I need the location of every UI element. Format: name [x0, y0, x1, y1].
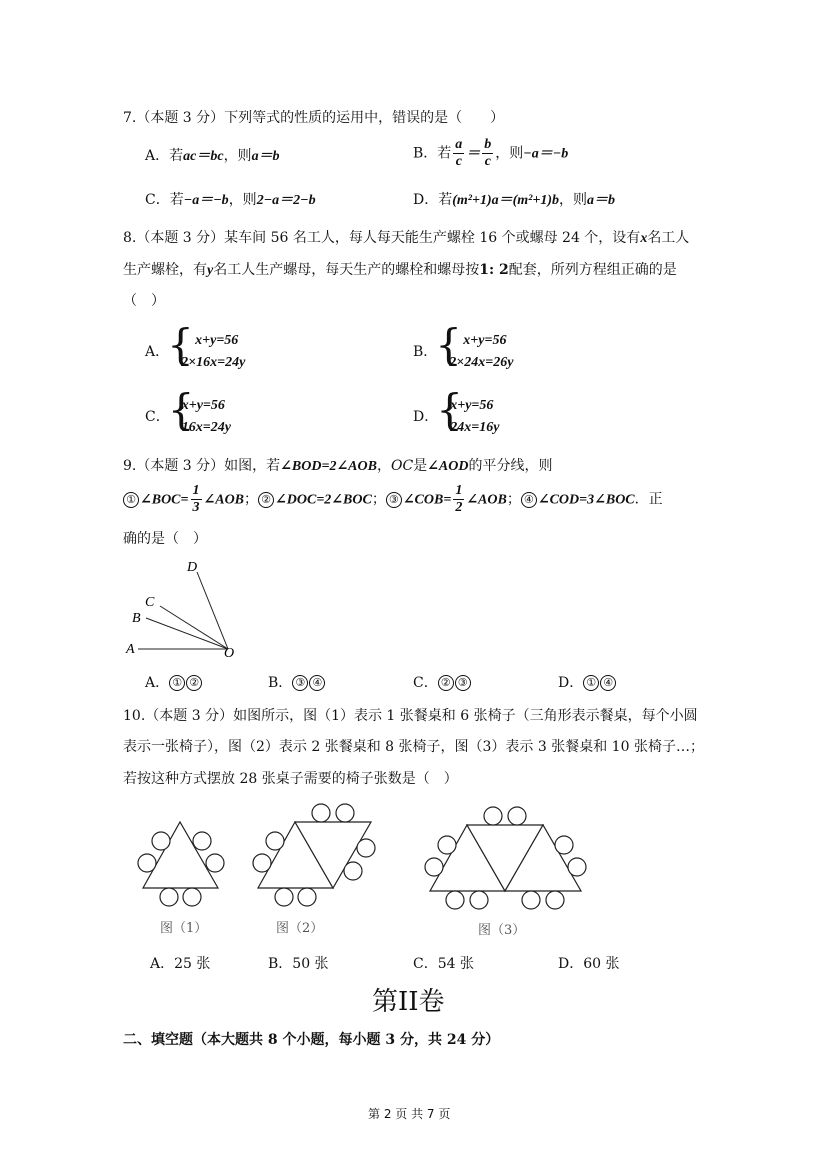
chair	[555, 836, 573, 854]
q9-s3-circ: ③	[386, 492, 402, 508]
chair	[344, 862, 362, 880]
chair	[484, 807, 502, 825]
fig1-arrangement	[138, 822, 224, 906]
fig1-table	[143, 822, 218, 888]
q10-line1: 10.（本题 3 分）如图所示，图（1）表示 1 张餐桌和 6 张椅子（三角形表示餐桌，每个小圆	[123, 708, 698, 724]
ray-od	[197, 572, 228, 649]
q10-fig3-caption: 图（3）	[478, 923, 526, 938]
q9-s4-circ: ④	[521, 492, 537, 508]
q8-c-label: C．	[145, 409, 170, 425]
label-b: B	[132, 611, 141, 626]
q9-s2-circ: ②	[258, 492, 274, 508]
q7-stem: 7.（本题 3 分）下列等式的性质的运用中，错误的是（ ）	[123, 110, 505, 126]
q8-b-system: { x+y=56 2×24x=26y	[437, 330, 513, 374]
q7-option-d[interactable]	[413, 189, 615, 209]
q10-option-c[interactable]: C．54 张	[413, 956, 474, 972]
page-footer: 第 2 页 共 7 页	[368, 1107, 451, 1121]
q8-option-b[interactable]	[413, 330, 513, 374]
label-a: A	[126, 642, 135, 657]
chair	[266, 832, 284, 850]
q8-d-system: { x+y=56 24x=16y	[438, 395, 499, 439]
chair	[183, 888, 201, 906]
q7-option-b[interactable]	[413, 138, 568, 169]
q7-b-frac1: $\frac{a}{c}$	[455, 137, 463, 169]
q7-b-res: −a＝−b	[523, 146, 569, 162]
q8-c-system: { x+y=56 16x=24y	[170, 395, 231, 439]
chair	[206, 854, 224, 872]
q9-cond1: ∠BOD=2∠AOB	[280, 459, 377, 474]
chair	[522, 891, 540, 909]
label-o: O	[224, 646, 235, 661]
q9-option-a[interactable]: A． ① ②	[145, 672, 203, 692]
q8-a-label: A．	[145, 344, 170, 360]
q8-line3: （ ）	[123, 293, 165, 309]
q9-statements: ① ∠BOC= $\frac{1}{3}$ ∠AOB； ② ∠DOC=2∠BOC； ③ ∠COB= $\frac{1}{2}$ ∠AOB； ④ ∠COD=3∠BOC．正	[123, 484, 663, 515]
q8-d-label: D．	[413, 409, 439, 425]
q7-option-c[interactable]	[145, 189, 316, 209]
chair	[508, 807, 526, 825]
q9-s3-frac: $\frac{1}{2}$	[455, 483, 463, 515]
chair	[438, 836, 456, 854]
q10-option-b[interactable]: B．50 张	[268, 956, 329, 972]
section2-heading: 二、填空题（本大题共 8 个小题，每小题 3 分，共 24 分）	[123, 1032, 500, 1048]
q9-aod: ∠AOD	[427, 459, 469, 474]
q8-a-system: { x+y=56 2×16x=24y	[169, 330, 245, 374]
chair	[298, 888, 316, 906]
q9-line1: 9.（本题 3 分）如图，若∠BOD=2∠AOB，OC是∠AOD的平分线，则	[123, 458, 553, 474]
chair	[446, 891, 464, 909]
part2-title: 第II卷	[372, 987, 445, 1017]
chair	[336, 804, 354, 822]
q7-d-res: a＝b	[587, 193, 616, 208]
q7-c-expr: −a＝−b	[183, 193, 229, 208]
q7-a-label: A．若	[145, 148, 184, 164]
chair	[546, 891, 564, 909]
q10-line2: 表示一张椅子），图（2）表示 2 张餐桌和 8 张椅子，图（3）表示 3 张餐桌和 10 张椅子…；	[123, 739, 704, 755]
q10-line3: 若按这种方式摆放 28 张桌子需要的椅子张数是（ ）	[123, 771, 458, 787]
q9-oc: OC	[390, 458, 414, 474]
chair	[470, 891, 488, 909]
q7-a-res: a＝b	[251, 149, 280, 164]
q10-fig2-caption: 图（2）	[276, 921, 324, 936]
q9-option-d[interactable]: D． ① ④	[558, 672, 617, 692]
q7-b-mid: ，则	[495, 145, 524, 162]
q8-var-y: y	[207, 263, 214, 278]
q10-fig1-caption: 图（1）	[160, 921, 208, 936]
q8-line2: 生产螺栓，有y名工人生产螺母，每天生产的螺栓和螺母按1: 2配套，所列方程组正确的是	[123, 262, 677, 278]
chair	[312, 804, 330, 822]
chair	[357, 839, 375, 857]
q7-c-mid: ，则	[228, 192, 257, 208]
q7-c-res: 2−a＝2−b	[256, 193, 316, 208]
q7-d-mid: ，则	[559, 192, 588, 208]
q7-b-frac2: $\frac{b}{c}$	[484, 137, 492, 169]
q8-ratio: 1: 2	[479, 262, 509, 278]
q7-d-expr: (m²+1)a＝(m²+1)b	[452, 193, 560, 208]
q9-s1-circ: ①	[123, 492, 139, 508]
label-c: C	[145, 595, 155, 610]
chair	[253, 854, 271, 872]
q9-option-b[interactable]: B． ③ ④	[268, 672, 326, 692]
q8-line1: 8.（本题 3 分）某车间 56 名工人，每人每天能生产螺栓 16 个或螺母 24 个，设有x名工人	[123, 230, 690, 246]
q8-b-label: B．	[413, 344, 438, 360]
q8-option-d[interactable]	[413, 395, 499, 439]
q8-option-c[interactable]	[145, 395, 231, 439]
q7-option-a[interactable]	[145, 145, 280, 165]
q7-a-expr: ac＝bc	[183, 149, 224, 164]
q10-option-d[interactable]: D．60 张	[558, 956, 620, 972]
q7-c-label: C．若	[145, 192, 184, 208]
q9-line3: 确的是（ ）	[123, 531, 207, 547]
q8-var-x: x	[640, 231, 648, 246]
q8-option-a[interactable]	[145, 330, 245, 374]
q7-a-mid: ，则	[223, 148, 252, 164]
chair	[425, 858, 443, 876]
chair	[193, 832, 211, 850]
chair	[275, 888, 293, 906]
q9-option-c[interactable]: C． ② ③	[413, 672, 472, 692]
fig2-arrangement	[253, 804, 375, 906]
chair	[152, 832, 170, 850]
chair	[568, 858, 586, 876]
q7-d-label: D．若	[413, 192, 453, 208]
chair	[160, 888, 178, 906]
q9-s1-frac: $\frac{1}{3}$	[192, 483, 200, 515]
q10-option-a[interactable]: A．25 张	[150, 956, 211, 972]
q7-b-eq: ＝	[466, 146, 481, 162]
label-d: D	[187, 560, 198, 575]
q9-figure	[120, 556, 245, 666]
chair	[138, 854, 156, 872]
fig3-arrangement	[425, 807, 586, 909]
q7-b-label: B．若	[413, 145, 452, 162]
